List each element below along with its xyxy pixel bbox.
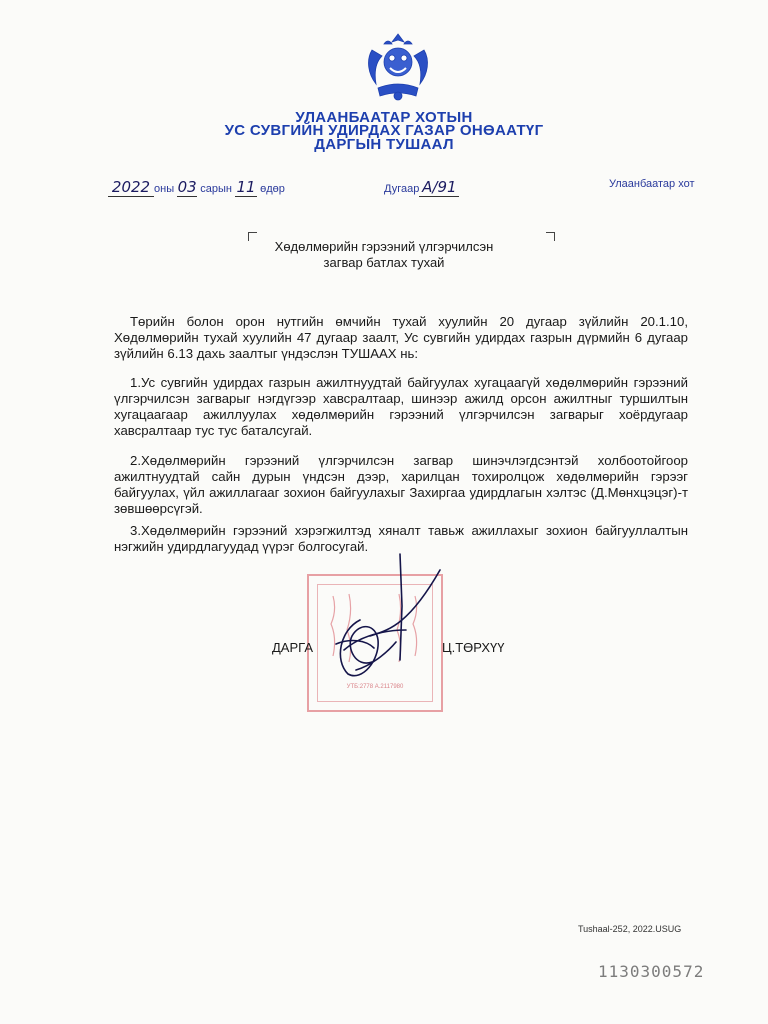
state-emblem-icon (364, 30, 432, 102)
item-2-text: 2.Хөдөлмөрийн гэрээний үлгэрчилсэн загвар шинэчлэгдсэнтэй холбоотойгоор ажилтнуудтай сайн дурын үндсэн дээр, харилцан тохиролцож хөдөлмөрийн гэрээг байгуулах, үйл ажиллагааг зохион байгуулахыг Захиргаа удирдлагын хэлтэс (Д.Мөнхцэцэг)-т зөвшөөрсүгэй. (114, 453, 688, 516)
stamp-code: УТБ:2778 А.2117980 (346, 684, 404, 690)
order-number (384, 178, 459, 197)
item-2-paragraph (114, 453, 688, 517)
document-reference: Tushaal-252, 2022.USUG (578, 924, 682, 934)
date-year-suffix: оны (154, 183, 175, 195)
date-day-suffix: өдөр (260, 183, 285, 195)
item-1-paragraph (114, 375, 688, 439)
date-year: 2022 (108, 178, 154, 197)
serial-number: 1130300572 (598, 962, 705, 981)
date-day: 11 (236, 178, 256, 196)
header-line-2: УС СУВГИЙН УДИРДАХ ГАЗАР ОНӨААТҮГ (224, 122, 544, 139)
subject-line-1: Хөдөлмөрийн гэрээний үлгэрчилсэн (274, 239, 494, 254)
signatory-name: Ц.ТӨРХҮҮ (442, 640, 505, 655)
order-date (108, 178, 285, 197)
subject-line-2: загвар батлах тухай (323, 255, 445, 270)
order-number-label: Дугаар (384, 183, 420, 195)
item-1-text: 1.Ус сувгийн удирдах газрын ажилтнуудтай байгуулах хугацаагүй хөдөлмөрийн гэрээний үлгэрчилсэн загварыг нэгдүгээр хавсралтаар, шинээр ажилд орсон ажилтныг туршилтын хугацаагаар ажиллуулах хөдөлмөрийн гэрээний үлгэрчилсэн загварыг хоёрдугаар хавсралтаар тус тус баталсугай. (114, 375, 688, 438)
preamble-paragraph (114, 314, 688, 362)
handwritten-signature-icon (300, 550, 450, 690)
header-line-1: УЛААНБААТАР ХОТЫН (295, 109, 473, 126)
order-number-value: А/91 (419, 178, 459, 197)
preamble-text: Төрийн болон орон нутгийн өмчийн тухай хуулийн 20 дугаар зүйлийн 20.1.10, Хөдөлмөрийн тухай хуулийн 47 дугаар заалт, Ус сувгийн удирдах газрын дүрмийн 6 дугаар зүйлийн 6.13 дахь заалтыг үндэслэн ТУШААХ нь: (114, 314, 688, 361)
order-city: Улаанбаатар хот (609, 178, 695, 190)
header-line-3: ДАРГЫН ТУШААЛ (314, 136, 454, 153)
date-month: 03 (177, 178, 197, 196)
signatory-title: ДАРГА (272, 640, 313, 655)
date-month-suffix: сарын (200, 183, 232, 195)
item-3-text: 3.Хөдөлмөрийн гэрээний хэрэгжилтэд хяналт тавьж ажиллахыг зохион байгууллалтын нэгжийн удирдлагуудад үүрэг болгосугай. (114, 523, 688, 554)
